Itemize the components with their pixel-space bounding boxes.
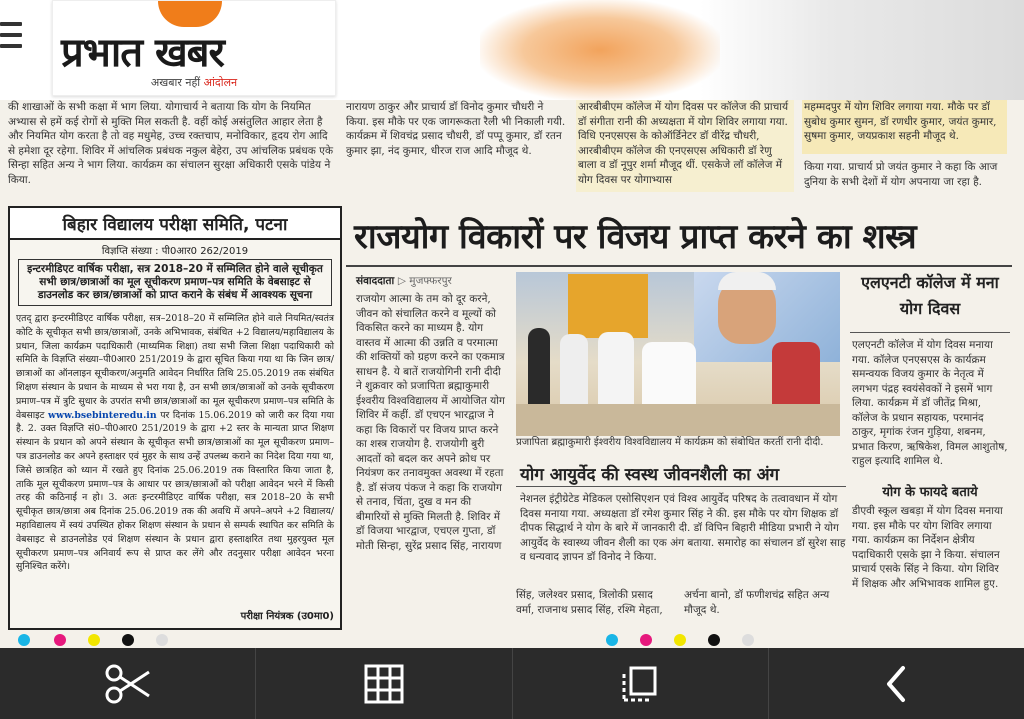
photo-floor	[516, 404, 840, 436]
newspaper-logo[interactable]	[52, 0, 336, 96]
article-top-mid-text: नारायण ठाकुर और प्राचार्य डॉ विनोद कुमार चौधरी ने किया. इस मौके पर एक जागरूकता रैली भी निकाली गयी. कार्यक्रम में शिवचंद्र प्रसाद चौधरी, डॉ पप्पू कुमार, डॉ रतन कुमार झा, नंद कुमार, धीरज राज आदि मौजूद थे.	[346, 101, 566, 157]
notice-heading: बिहार विद्यालय परीक्षा समिति, पटना	[10, 208, 340, 240]
blurred-ad-orange	[480, 0, 720, 100]
article-mid-bottom-text: सिंह, जलेश्वर प्रसाद, त्रिलोकी प्रसाद वर्मा, राजनाथ प्रसाद सिंह, रश्मि मेहता,	[516, 589, 663, 616]
reg-dot-black-2	[708, 634, 720, 646]
clip-article-button[interactable]	[0, 648, 256, 719]
logo-tagline	[53, 75, 335, 90]
blurred-ad-gray	[700, 0, 1024, 100]
article-yoga-benefits-text: डीएवी स्कूल खबड़ा में योग दिवस मनाया गया. इस मौके पर योग शिविर लगाया गया. कार्यक्रम का निर्देशन क्षेत्रीय पदाधिकारी एसके झा ने किया. संचालन प्राचार्य एसके सिंह ने किया. योग शिविर में शिक्षक और अभिभावक शामिल हुए.	[852, 505, 1003, 590]
notice-subject: इन्टरमीडिएट वार्षिक परीक्षा, सत्र 2018–20 में सम्मिलित होने वाले सूचीकृत सभी छात्र/छात्राओं का मूल सूचीकरण प्रमाण–पत्र समिति के वेबसाइट से डाउनलोड कर छात्र/छात्राओं को प्राप्त कराने के संबंध में आवश्यक सूचना	[18, 259, 332, 306]
main-headline: राजयोग विकारों पर विजय प्राप्त करने का शस्त्र	[354, 217, 917, 257]
reg-dot-yellow-2	[674, 634, 686, 646]
notice-body-part1: एतद् द्वारा इन्टरमीडिएट वार्षिक परीक्षा, सत्र–2018–20 में सम्मिलित होने वाले नियमित/स्वतंत्र कोटि के सूचीकृत सभी छात्र/छात्राओं, उनके अभिभावक, संबंधित +2 विद्यालय/महाविद्यालय के प्रधान, जिला कार्यक्रम पदाधिकारी (माध्यमिक शिक्षा) तथा सभी जिला शिक्षा पदाधिकारी को समिति के विज्ञप्ति संख्या–पी0आर0 251/2019 के द्वारा सूचित किया गया था कि जिन छात्र/छात्राओं का ऑनलाइन सूचीकरण/अनुमति आवेदन निर्धारित तिथि 25.05.2019 तक संबंधित शिक्षण संस्थान के प्रधान के माध्यम से भरा गया है, उन सभी छात्र/छात्राओं को उनके सूचीकरण प्रमाण–पत्र में त्रुटि सुधार के उपरांत सभी छात्र/छात्राओं का मूल सूचीकरण प्रमाण–पत्र समिति के वेबसाइट	[16, 313, 334, 421]
reg-dot-yellow	[88, 634, 100, 646]
subheadline-rule	[516, 486, 846, 487]
article-top-right2	[804, 160, 1006, 192]
grid-icon	[364, 664, 404, 704]
epaper-page[interactable]	[0, 100, 1024, 630]
article-main-left	[356, 292, 506, 626]
article-ayurveda-text: नेशनल इंट्रीग्रेटेड मेडिकल एसोसिएशन एवं विश्व आयुर्वेद परिषद के तत्वावधान में योग दिवस मनाया गया. अध्यक्षता डॉ रमेश कुमार सिंह ने की. इस मौके पर योग शिक्षक डॉ दीपक सिद्धार्थ ने योग के बारे में जानकारी दी. डॉ विपिन बिहारी मीडिया प्रभारी ने योग आयुर्वेद के स्वास्थ्य जीवन शैली का एक अंग बताया. समारोह का संचालन डॉ सुरेश साह व धन्यवाद ज्ञापन डॉ विनोद ने किया.	[520, 493, 846, 563]
pages-list-button[interactable]	[513, 648, 769, 719]
logo-title: प्रभात खबर	[61, 29, 224, 76]
article-main-left-text: राजयोग आत्मा के तम को दूर करने, जीवन को संचालित करने व मूल्यों को विकसित करने का माध्यम है. योग वास्तव में आत्मा की उन्नति व परमात्मा की शक्तियों को ग्रहण करने का एकमात्र साधन है. ये बातें राजयोगिनी रानी दीदी ने शुक्रवार को प्रजापिता ब्रह्माकुमारी ईश्वरीय विश्वविद्यालय में आयोजित योग शिविर में कहीं. डॉ एचएन भारद्वाज ने कहा कि विकारों पर विजय प्राप्त करने का शस्त्र राजयोग है. राजयोगी बुरी आदतों को बदल कर अपने क्रोध पर नियंत्रण कर तनावमुक्त अवस्था में रहता है. डॉ संजय पंकज ने कहा कि राजयोग से तनाव, चिंता, दुख व मन की बीमारियों से मुक्ति मिलती है. शिविर में डॉ विजया भारद्वाज, एचएल गुप्ता, डॉ मोती सिन्हा, सुरेंद्र प्रसाद सिंह, नारायण	[356, 293, 505, 552]
byline-place: ▷ मुजफ्फरपुर	[397, 275, 452, 287]
article-yoga-benefits	[852, 504, 1008, 626]
bottom-toolbar	[0, 648, 1024, 719]
article-top-right-text: महम्मदपुर में योग शिविर लगाया गया. मौके पर डॉ सुबोध कुमार सुमन, डॉ रणधीर कुमार, जयंत कुमार, सुषमा कुमार, जयप्रकाश सहनी मौजूद थे.	[804, 101, 997, 142]
article-mid-bottom2	[684, 588, 844, 628]
byline-label: संवाददाता	[356, 275, 395, 287]
right-subheadline-rule	[850, 332, 1010, 333]
pages-icon	[620, 664, 660, 704]
subheadline-yoga-benefits: योग के फायदे बताये	[882, 485, 978, 500]
scissors-icon	[103, 664, 153, 704]
article-top-mid2	[578, 100, 792, 192]
subheadline-lnt-college: एलएनटी कॉलेज में मना योग दिवस	[861, 273, 999, 318]
back-icon	[881, 664, 911, 704]
notice-signature: परीक्षा नियंत्रक (उ0मा0)	[240, 611, 334, 622]
back-button[interactable]	[769, 648, 1024, 719]
notice-number: विज्ञप्ति संख्या : पी0आर0 262/2019	[101, 246, 249, 257]
notice-body-part2: पर दिनांक 15.06.2019 को जारी कर दिया गया है. 2. उक्त विज्ञप्ति सं0–पी0आर0 251/2019 के द्वारा +2 स्तर के मान्यता प्राप्त शिक्षण संस्थान के प्रधान को अपने संस्थान के सूचीकृत सभी छात्र/छात्राओं का मूल सूचीकरण प्रमाण–पत्र डाउनलोड कर अपने हस्ताक्षर एवं मुहर के साथ उन्हें उपलब्ध कराने का निदेश दिया गया था, जिसे छात्रहित को ध्यान में रखते हुए दिनांक 25.06.2019 तक विस्तारित किया जाता है, ताकि मूल सूचीकरण प्रमाण–पत्र के आधार पर छात्र/छात्राओं को परीक्षा आवेदन भरने में किसी तरह की कठिनाई न हो। 3. अतः इन्टरमीडिएट वार्षिक परीक्षा, सत्र 2018–20 के सभी सूचीकृत छात्र/छात्रा अब दिनांक 25.06.2019 तक की अवधि में अपने–अपने +2 विद्यालय/महाविद्यालय में स्वयं उपस्थित होकर शिक्षण संस्थान के प्रधान से सम्पर्क स्थापित कर समिति के वेबसाइट से डाउनलोडेड एवं शिक्षण संस्थान के प्रधान द्वारा हस्ताक्षरित तथा मुहरयुक्त मूल सूचीकरण प्रमाण–पत्र अनिवार्य रूप से प्राप्त कर लेंगे और तदनुसार परीक्षा आवेदन भरना सुनिश्चित करेंगे।	[16, 409, 334, 573]
article-lnt-college	[852, 338, 1008, 478]
notice-website-link[interactable]: www.bsebinteredu.in	[48, 409, 157, 421]
photo-portrait-hair-shape	[718, 272, 776, 290]
reg-dot-cyan	[18, 634, 30, 646]
photo-banner-shape	[568, 274, 648, 338]
event-photo[interactable]	[516, 272, 840, 436]
reg-dot-magenta-2	[640, 634, 652, 646]
print-registration-strip	[0, 630, 1024, 648]
exam-board-notice	[8, 206, 342, 630]
article-top-right2-text: किया गया. प्राचार्य प्रो जयंत कुमार ने कहा कि आज दुनिया के सभी देशों में योग अपनाया जा रहा है.	[804, 161, 998, 188]
reg-dot-black	[122, 634, 134, 646]
article-mid-bottom2-text: अर्चना बानो, डॉ फणीशचंद्र सहित अन्य मौजूद थे.	[684, 589, 830, 616]
reg-dot-magenta	[54, 634, 66, 646]
article-top-mid	[346, 100, 568, 192]
tagline-part-b: आंदोलन	[203, 76, 238, 89]
article-top-mid2-text: आरबीबीएम कॉलेज में योग दिवस पर कॉलेज की प्राचार्य डॉ संगीता रानी की अध्यक्षता में योग शिविर लगाया गया. विधि एनएसएस के कोऑर्डिनेटर डॉ वीरेंद्र चौधरी, आरबीबीएम कॉलेज की एनएसएस अधिकारी डॉ रेणु बाला व डॉ नूपुर शर्मा मौजूद थीं. एसकेजे लॉ कॉलेज में योग दिवस पर योगाभ्यास	[578, 101, 789, 186]
reg-dot-cyan-2	[606, 634, 618, 646]
photo-caption: प्रजापिता ब्रह्माकुमारी ईश्वरीय विश्वविद्यालय में कार्यक्रम को संबोधित करतीं रानी दीदी.	[516, 437, 824, 448]
article-top-left-text: की शाखाओं के सभी कक्षा में भाग लिया. योगाचार्य ने बताया कि योग के नियमित अभ्यास से हमें कई रोगों से मुक्ति मिल सकती है. वहीं कोई असंतुलित आहार लेता है और नियमित योग करता है तो वह मधुमेह, उच्च रक्तचाप, मनोविकार, हृदय रोग आदि से हमेशा दूर रहेगा. शिविर में आंचलिक प्रबंधक नकुल बेहेरा, उप आंचलिक प्रबंधक एके सिन्हा सहित अन्य ने भाग लिया. कार्यक्रम का संचालन सुरक्षा अधिकारी एसके पांडेय ने किया.	[8, 101, 334, 186]
byline	[356, 274, 452, 288]
article-mid-bottom	[516, 588, 674, 628]
article-ayurveda	[520, 492, 846, 580]
reg-dot-gray-2	[742, 634, 754, 646]
tagline-part-a: अखबार नहीं	[150, 76, 201, 89]
subheadline-ayurveda: योग आयुर्वेद की स्वस्थ जीवनशैली का अंग	[520, 465, 780, 485]
article-lnt-college-text: एलएनटी कॉलेज में योग दिवस मनाया गया. कॉलेज एनएसएस के कार्यक्रम समन्वयक विजय कुमार के नेतृत्व में लगभग पंद्रह स्वयंसेवकों ने इसमें भाग लिया. कार्यक्रम में डॉ जीतेंद्र मिश्रा, कॉलेज के प्रधान सहायक, परमानंद ठाकुर, मृगांक रंजन गुड़िया, शबनम, प्रभात किरण, ऋषिकेश, विमल आशुतोष, राहुल इत्यादि शामिल थे.	[852, 339, 1008, 467]
article-top-right	[804, 100, 1006, 154]
page-grid-button[interactable]	[256, 648, 512, 719]
article-top-left	[8, 100, 338, 196]
hamburger-menu-icon[interactable]	[0, 22, 22, 56]
notice-body	[10, 308, 340, 578]
headline-rule	[346, 265, 1012, 267]
app-header	[0, 0, 1024, 100]
reg-dot-gray	[156, 634, 168, 646]
